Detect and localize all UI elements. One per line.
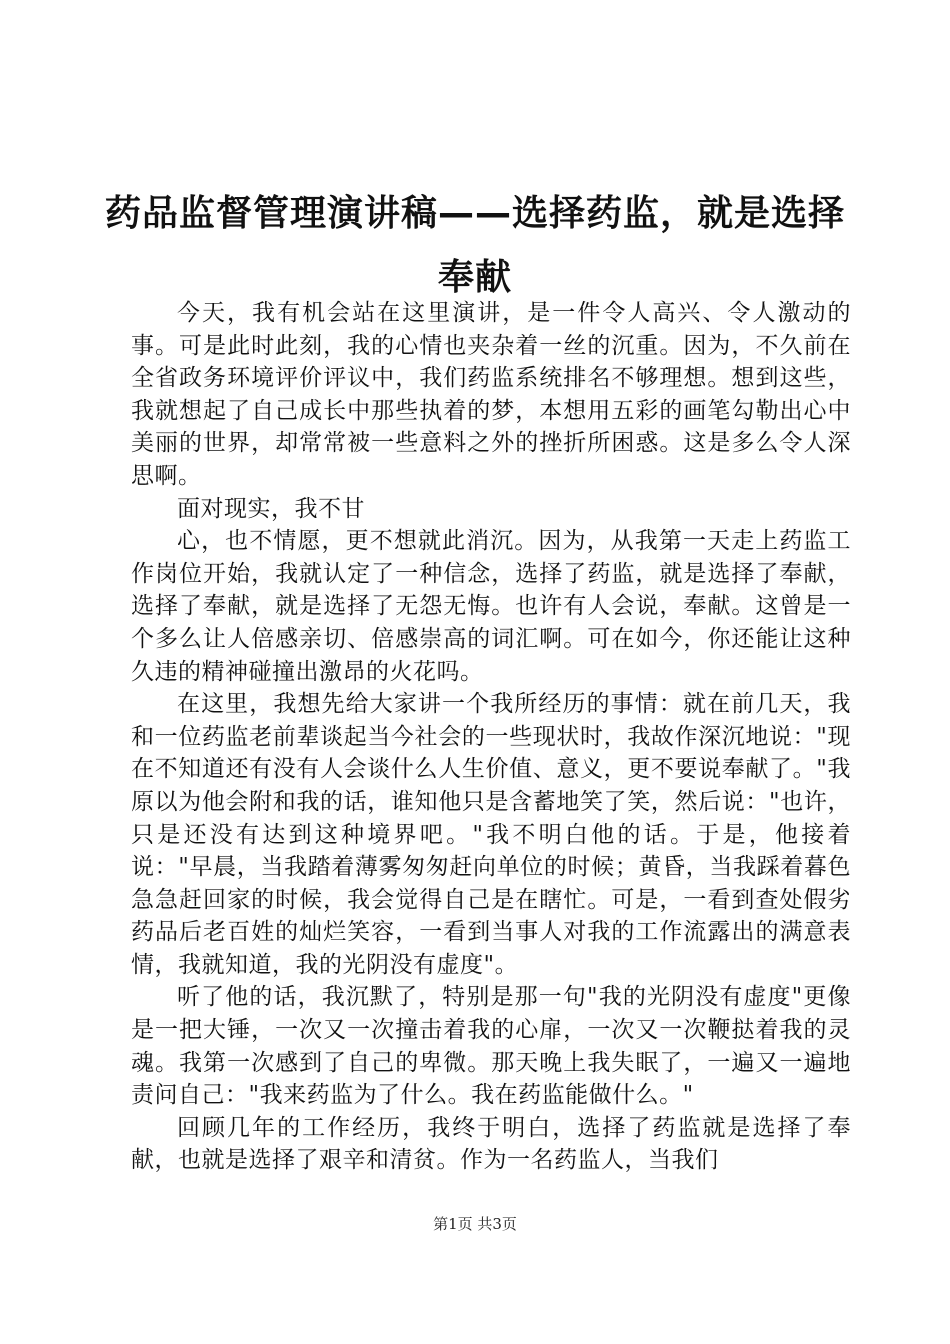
paragraph: 回顾几年的工作经历，我终于明白，选择了药监就是选择了奉献，也就是选择了艰辛和清贫。作为一名药监人，当我们: [131, 1114, 851, 1174]
document-body: [131, 297, 851, 1177]
paragraph: 听了他的话，我沉默了，特别是那一句"我的光阴没有虚度"更像是一把大锤，一次又一次撞击着我的心扉，一次又一次鞭挞着我的灵魂。我第一次感到了自己的卑微。那天晚上我失眠了，一遍又一遍地责问自己："我来药监为了什么。我在药监能做什么。": [131, 984, 851, 1109]
paragraph: 心，也不情愿，更不想就此消沉。因为，从我第一天走上药监工作岗位开始，我就认定了一种信念，选择了药监，就是选择了奉献，选择了奉献，就是选择了无怨无悔。也许有人会说，奉献。这曾是一个多么让人倍感亲切、倍感崇高的词汇啊。可在如今，你还能让这种久违的精神碰撞出激昂的火花吗。: [131, 528, 851, 685]
document-title: 药品监督管理演讲稿——选择药监，就是选择奉献: [104, 193, 845, 298]
paragraph: 在这里，我想先给大家讲一个我所经历的事情：就在前几天，我和一位药监老前辈谈起当今社会的一些现状时，我故作深沉地说："现在不知道还有没有人会谈什么人生价值、意义，更不要说奉献了。"我原以为他会附和我的话，谁知他只是含蓄地笑了笑，然后说："也许，只是还没有达到这种境界吧。"我不明白他的话。于是，他接着说："早晨，当我踏着薄雾匆匆赶向单位的时候；黄昏，当我踩着暮色急急赶回家的时候，我会觉得自己是在瞎忙。可是，一看到查处假劣药品后老百姓的灿烂笑容，一看到当事人对我的工作流露出的满意表情，我就知道，我的光阴没有虚度"。: [131, 691, 851, 978]
paragraph: 今天，我有机会站在这里演讲，是一件令人高兴、令人激动的事。可是此时此刻，我的心情也夹杂着一丝的沉重。因为，不久前在全省政务环境评价评议中，我们药监系统排名不够理想。想到这些，我就想起了自己成长中那些执着的梦，本想用五彩的画笔勾勒出心中美丽的世界，却常常被一些意料之外的挫折所困惑。这是多么令人深思啊。: [131, 300, 851, 489]
paragraph: 面对现实，我不甘: [177, 495, 365, 522]
page-number-footer: 第1页 共3页: [433, 1215, 517, 1233]
